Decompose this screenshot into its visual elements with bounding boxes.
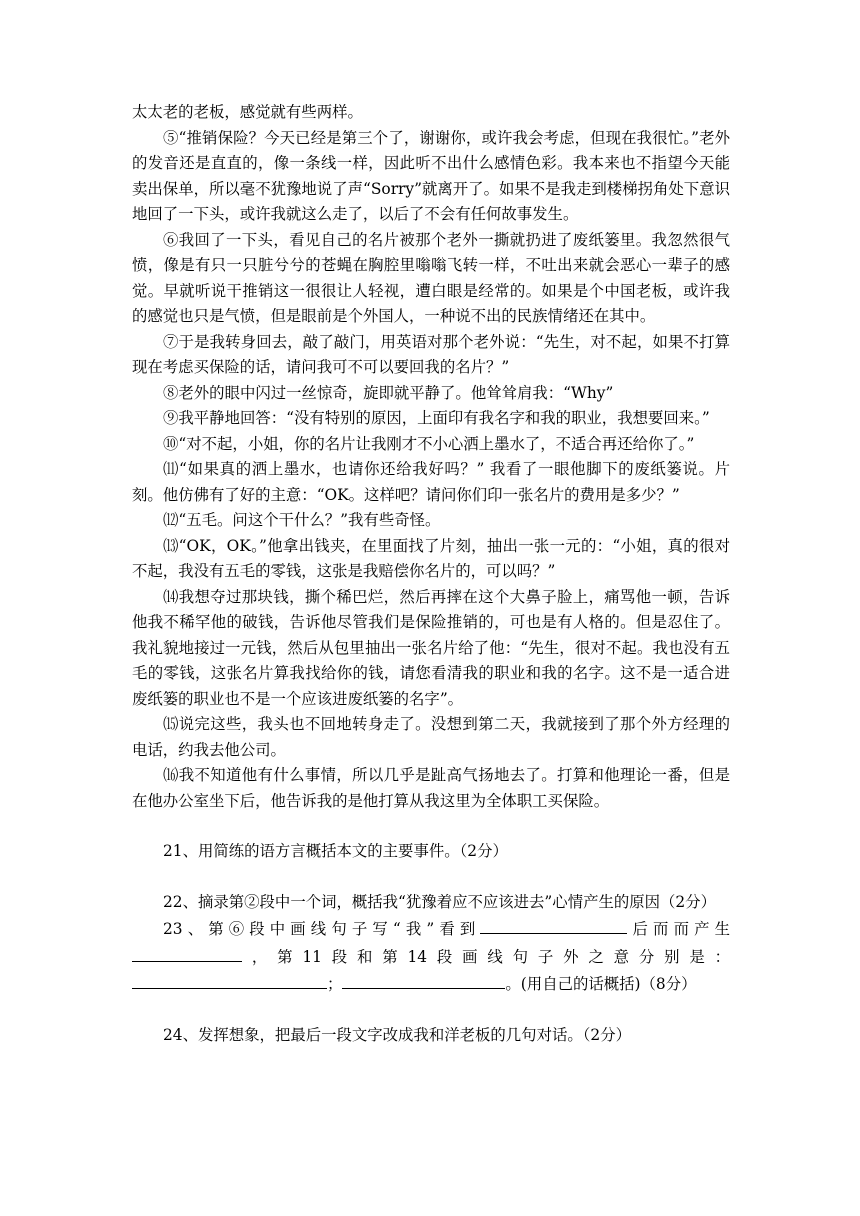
question-23-line-1 — [132, 915, 730, 943]
question-23-mid: 后而而产生 — [627, 920, 730, 938]
answer-blank-4[interactable] — [342, 970, 505, 989]
spacer — [132, 998, 730, 1023]
question-23 — [132, 915, 730, 998]
paragraph-16: ⒃我不知道他有什么事情，所以几乎是趾高气扬地去了。打算和他理论一番，但是在他办公室坐下后，他告诉我的是他打算从我这里为全体职工买保险。 — [132, 766, 730, 810]
question-23-line-2 — [132, 943, 730, 971]
paragraph-11: ⑾“如果真的洒上墨水，也请你还给我好吗？” 我看了一眼他脚下的废纸篓说。片刻。他仿佛有了好的主意：“OK。这样吧？请问你们印一张名片的费用是多少？” — [132, 460, 730, 504]
paragraph-7: ⑦于是我转身回去，敲了敲门，用英语对那个老外说：“先生，对不起，如果不打算现在考虑买保险的话，请问我可不可以要回我的名片？” — [132, 332, 730, 376]
paragraph-10: ⑩“对不起，小姐，你的名片让我刚才不小心洒上墨水了，不适合再还给你了。” — [163, 434, 695, 453]
document-page — [132, 100, 730, 1048]
paragraph-6: ⑥我回了一下头，看见自己的名片被那个老外一撕就扔进了废纸篓里。我忽然很气愤，像是有只一只脏兮兮的苍蝇在胸腔里嗡嗡飞转一样，不吐出来就会恶心一辈子的感觉。早就听说干推销这一很很让人轻视，遭白眼是经常的。如果是个中国老板，或许我的感觉也只是气愤，但是眼前是个外国人，一种说不出的民族情绪还在其中。 — [132, 230, 730, 325]
answer-blank-3[interactable] — [132, 970, 327, 989]
paragraph-4-tail: 太太老的老板，感觉就有些两样。 — [132, 103, 363, 121]
question-24: 24、发挥想象，把最后一段文字改成我和洋老板的几句对话。（2分） — [163, 1025, 632, 1044]
paragraph-12: ⑿“五毛。问这个干什么？”我有些奇怪。 — [163, 511, 441, 529]
question-23-separator: ； — [327, 975, 343, 993]
answer-blank-2[interactable] — [132, 943, 242, 962]
answer-blank-1[interactable] — [480, 915, 627, 934]
paragraph-15: ⒂说完这些，我头也不回地转身走了。没想到第二天，我就接到了那个外方经理的电话，约我去他公司。 — [132, 715, 730, 759]
question-21: 21、用简练的语方言概括本文的主要事件。（2分） — [163, 842, 508, 860]
spacer — [132, 865, 730, 890]
paragraph-8: ⑧老外的眼中闪过一丝惊奇，旋即就平静了。他耸耸肩我：“Why” — [163, 383, 614, 402]
question-23-suffix: 。(用自己的话概括)（8分） — [505, 975, 697, 993]
question-22: 22、摘录第②段中一个词，概括我“犹豫着应不应该进去”心情产生的原因（2分） — [163, 892, 717, 911]
paragraph-13: ⒀“OK，OK。”他拿出钱夹，在里面找了片刻，抽出一张一元的：“小姐，真的很对不起，我没有五毛的零钱，这张是我赔偿你名片的，可以吗？” — [132, 536, 730, 580]
spacer — [132, 814, 730, 839]
paragraph-5: ⑤“推销保险？今天已经是第三个了，谢谢你，或许我会考虑，但现在我很忙。”老外的发音还是直直的，像一条线一样，因此听不出什么感情色彩。我本来也不指望今天能卖出保单，所以毫不犹豫地说了声“Sorry”就离开了。如果不是我走到楼梯拐角处下意识地回了一下头，或许我就这么走了，以后了不会有任何故事发生。 — [132, 128, 730, 223]
question-23-line-3 — [132, 970, 730, 998]
question-23-instruction: ，第11段和第14段画线句子外之意分别是： — [242, 947, 730, 966]
question-23-prefix: 23、第⑥段中画线句子写“我”看到 — [163, 920, 481, 938]
paragraph-9: ⑨我平静地回答：“没有特别的原因，上面印有我名字和我的职业，我想要回来。” — [163, 409, 710, 427]
paragraph-14: ⒁我想夺过那块钱，撕个稀巴烂，然后再摔在这个大鼻子脸上，痛骂他一顿，告诉他我不稀罕他的破钱，告诉他尽管我们是保险推销的，可也是有人格的。但是忍住了。我礼貌地接过一元钱，然后从包里抽出一张名片给了他：“先生，很对不起。我也没有五毛的零钱，这张名片算我找给你的钱，请您看清我的职业和我的名字。这不是一适合进废纸篓的职业也不是一个应该进废纸篓的名字”。 — [132, 587, 730, 708]
